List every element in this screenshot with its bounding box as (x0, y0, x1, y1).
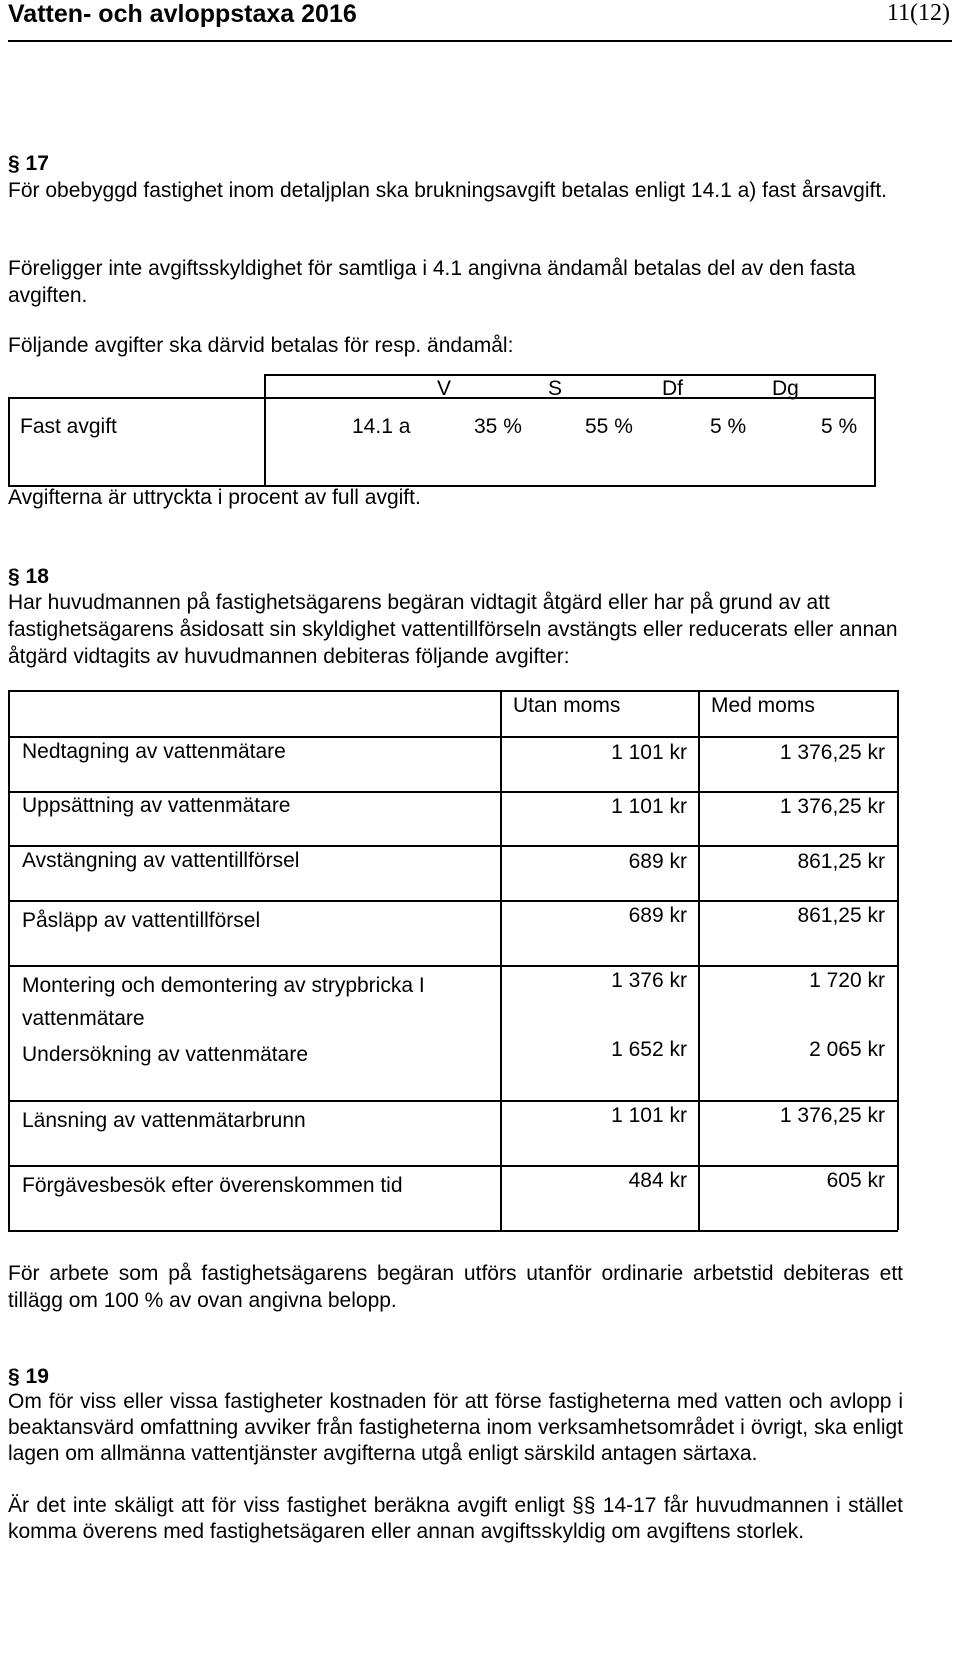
section-number: 17 (25, 152, 49, 175)
section-17-paragraph-3: Följande avgifter ska därvid betalas för resp. ändamål: (8, 334, 514, 357)
value-v: 35 % (474, 415, 522, 438)
table-cell-incl: 861,25 kr (797, 850, 885, 873)
table-row-label: Uppsättning av vattenmätare (22, 794, 291, 817)
table-border (8, 965, 898, 967)
table-cell-incl: 2 065 kr (809, 1038, 885, 1061)
table-border (500, 690, 502, 1230)
table-border (8, 1165, 898, 1167)
table-border (698, 690, 700, 1230)
section-symbol: § (8, 152, 20, 175)
section-number: 19 (25, 1365, 49, 1388)
table-row-label: Avstängning av vattentillförsel (22, 849, 300, 872)
col-header-dg: Dg (772, 377, 799, 400)
table-row-label: Länsning av vattenmätarbrunn (22, 1109, 306, 1132)
table-border (8, 690, 898, 692)
table-cell-incl: 861,25 kr (797, 904, 885, 927)
table-row-label: Förgävesbesök efter överenskommen tid (22, 1174, 403, 1197)
table-border (8, 397, 10, 485)
section-18-heading (8, 563, 948, 590)
table-cell-excl: 689 kr (628, 850, 687, 873)
section-19-paragraph-2: Är det inte skäligt att för viss fastighet beräkna avgift enligt §§ 14-17 får huvudmannen i stället komma överens med fastighetsägaren eller annan avgiftsskyldig om avgiftens storlek. (8, 1494, 903, 1543)
table-border (8, 690, 10, 1230)
table-cell-excl: 1 101 kr (611, 741, 687, 764)
section-symbol: § (8, 565, 20, 588)
table-cell-excl: 484 kr (628, 1169, 687, 1192)
section-18-intro: Har huvudmannen på fastighetsägarens begäran vidtagit åtgärd eller har på grund av att fastighetsägarens åsidosatt sin skyldighet vattentillförseln avstängts eller reducerats eller annan åtgärd vidtagits av huvudmannen debiteras följande avgifter: (8, 591, 898, 668)
page-number: 11(12) (886, 0, 950, 26)
table-border (265, 374, 876, 376)
section-19-paragraph-1: Om för viss eller vissa fastigheter kostnaden för att förse fastigheterna med vatten och avlopp i beaktansvärd omfattning avviker från fastigheterna inom verksamhetsområdet i övrigt, ska enligt lagen om allmänna vattentjänster avgifterna utgå enligt särskild antagen särtaxa. (8, 1390, 903, 1465)
table-row-label: Påsläpp av vattentillförsel (22, 909, 261, 932)
section-17-paragraph-2: Föreligger inte avgiftsskyldighet för samtliga i 4.1 angivna ändamål betalas del av den fasta avgiften. (8, 257, 856, 307)
document-title: Vatten- och avloppstaxa 2016 (8, 0, 357, 28)
header-divider (8, 40, 952, 42)
col-header-df: Df (662, 377, 683, 400)
table-cell-excl: 689 kr (628, 904, 687, 927)
section-symbol: § (8, 1365, 20, 1388)
col-header-s: S (548, 377, 563, 400)
table-cell-excl: 1 652 kr (611, 1038, 687, 1061)
value-dg: 5 % (821, 415, 858, 438)
table-row-label: Nedtagning av vattenmätare (22, 740, 286, 763)
table-border (897, 690, 899, 1230)
table-border (8, 1230, 898, 1232)
section-17-paragraph-1: För obebyggd fastighet inom detaljplan ska brukningsavgift betalas enligt 14.1 a) fast årsavgift. (8, 179, 888, 202)
table-cell-incl: 1 720 kr (809, 969, 885, 992)
table-cell-incl: 1 376,25 kr (779, 1104, 885, 1127)
table-cell-incl: 1 376,25 kr (779, 741, 885, 764)
section-17-heading (8, 150, 948, 177)
table-row-label: Montering och demontering av strypbricka I vattenmätare (22, 974, 425, 1030)
table-border (874, 374, 876, 485)
table-cell-excl: 1 376 kr (611, 969, 687, 992)
table-cell-incl: 1 376,25 kr (779, 795, 885, 818)
table-cell-incl: 605 kr (826, 1169, 885, 1192)
section-17-note: Avgifterna är uttryckta i procent av full avgift. (8, 486, 421, 509)
row-label-fast-avgift: Fast avgift (20, 415, 117, 438)
col-header-v: V (437, 377, 452, 400)
table-row-label: Undersökning av vattenmätare (22, 1043, 308, 1066)
section-19-heading (8, 1363, 948, 1390)
table-border (8, 900, 898, 902)
section-18-surcharge-note: För arbete som på fastighetsägarens begäran utförs utanför ordinarie arbetstid debiteras ett tillägg om 100 % av ovan angivna belopp. (8, 1262, 903, 1312)
value-df: 5 % (710, 415, 747, 438)
table-border (8, 1100, 898, 1102)
section-number: 18 (25, 565, 49, 588)
value-s: 55 % (585, 415, 633, 438)
table-cell-excl: 1 101 kr (611, 1104, 687, 1127)
table-cell-excl: 1 101 kr (611, 795, 687, 818)
col-header-excl-vat: Utan moms (513, 694, 621, 717)
col-header-incl-vat: Med moms (711, 694, 815, 717)
row-reference: 14.1 a (352, 415, 411, 438)
table-border (264, 374, 266, 485)
